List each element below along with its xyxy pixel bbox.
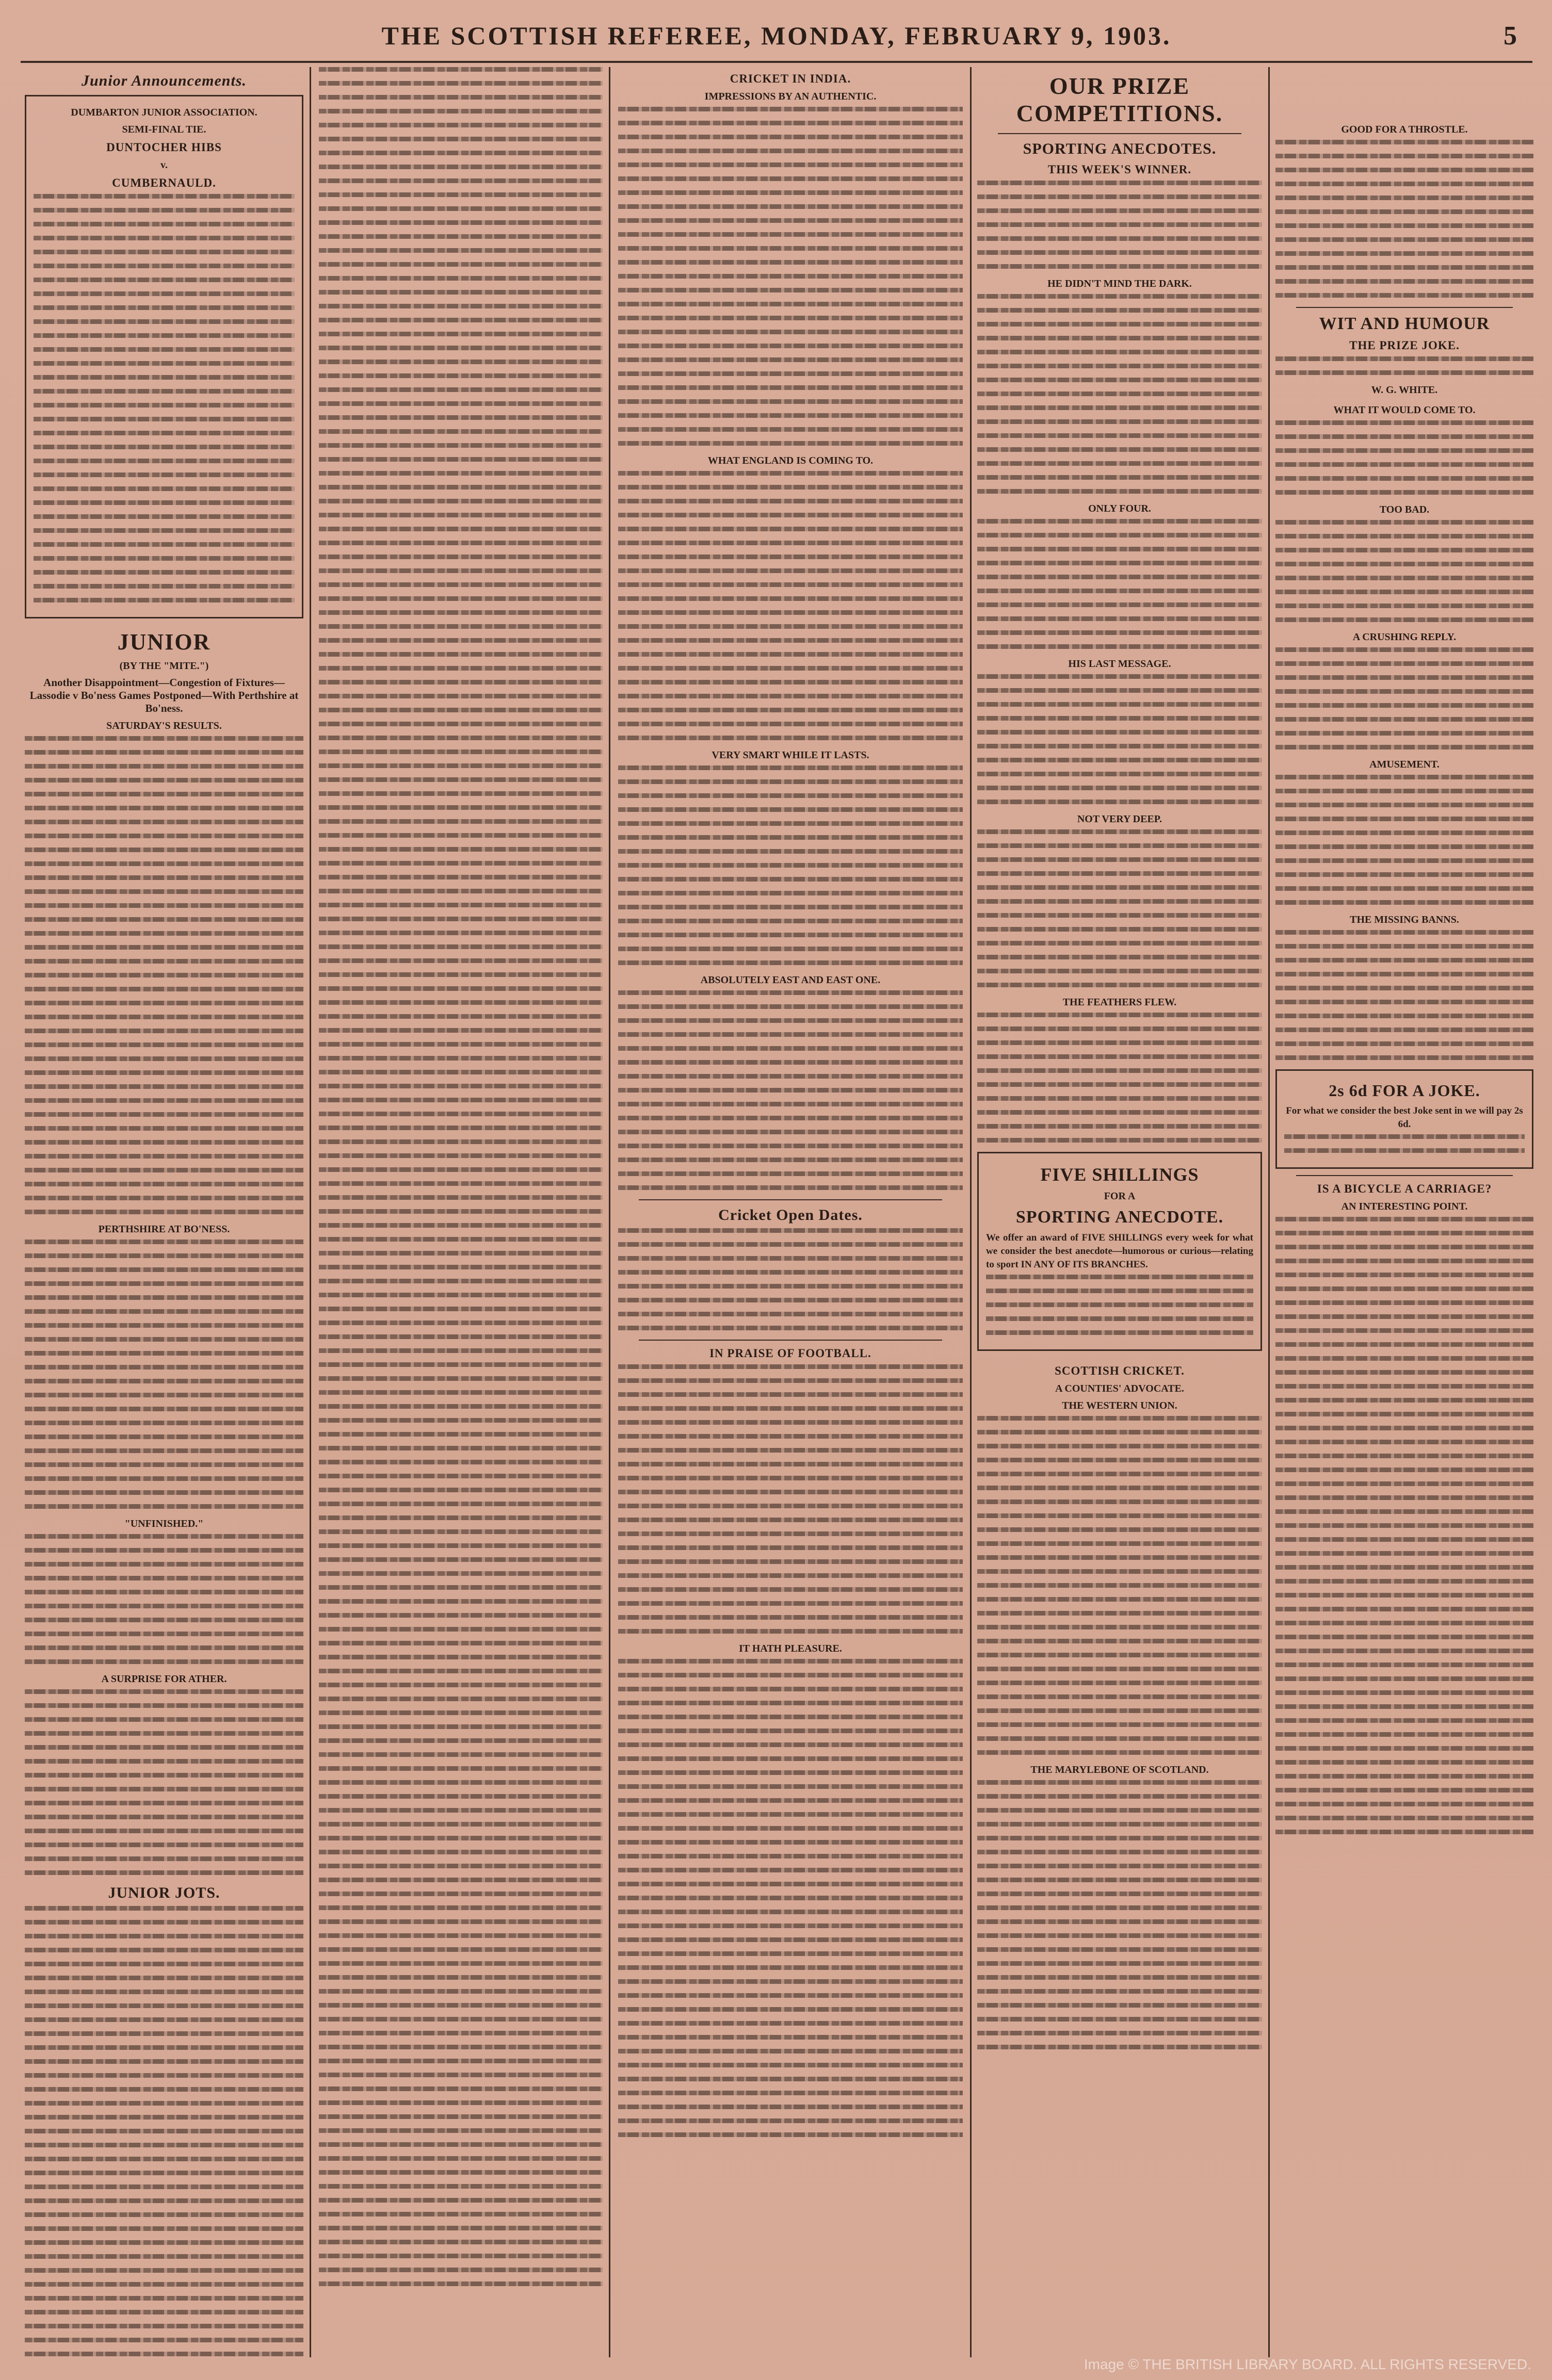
our-prize-heading: OUR PRIZE COMPETITIONS.: [1016, 73, 1223, 126]
crushing-reply-heading: A CRUSHING REPLY.: [1352, 631, 1457, 643]
unfinished-heading: "UNFINISHED.": [124, 1518, 204, 1529]
junior-subheading: Another Disappointment—Congestion of Fixtures—Lassodie v Bo'ness Games Postponed—With Perthshire at Bo'ness.: [29, 676, 299, 714]
column-rule: [1268, 67, 1270, 2357]
junior-jots-heading: JUNIOR JOTS.: [108, 1884, 220, 1901]
cricket-india-text: [618, 107, 963, 446]
his-last-text: [977, 674, 1262, 804]
sporting-anecdotes-heading: SPORTING ANECDOTES.: [1023, 140, 1217, 157]
junior-heading: JUNIOR: [117, 629, 211, 655]
scottish-cricket-heading: SCOTTISH CRICKET.: [1055, 1364, 1185, 1377]
five-shillings-text: [986, 1275, 1253, 1335]
duntocher-heading: DUNTOCHER HIBS: [106, 141, 222, 154]
his-last-heading: HIS LAST MESSAGE.: [1068, 658, 1171, 670]
two-and-six-heading: 2s 6d FOR A JOKE.: [1329, 1081, 1480, 1100]
page-number: 5: [1504, 21, 1517, 51]
perthshire-text: [25, 1240, 303, 1509]
junior-announcements-heading: Junior Announcements.: [82, 72, 247, 89]
saturdays-results-heading: SATURDAY'S RESULTS.: [106, 720, 222, 731]
what-it-would-heading: WHAT IT WOULD COME TO.: [1333, 404, 1476, 416]
he-didnt-text: [977, 294, 1262, 494]
in-praise-text: [618, 1364, 963, 1634]
section-divider: [639, 1340, 942, 1341]
cumbernauld-heading: CUMBERNAULD.: [112, 176, 216, 189]
column-5: [1275, 67, 1533, 2357]
winner-text: [977, 181, 1262, 269]
marylebone-text: [977, 1780, 1262, 2049]
copyright-watermark: Image © THE BRITISH LIBRARY BOARD. ALL RIGHTS RESERVED.: [1084, 2356, 1531, 2372]
joke-offer-text: [1284, 1134, 1525, 1153]
joke-offer-note: For what we consider the best Joke sent in we will pay 2s 6d.: [1286, 1105, 1523, 1130]
column-rule: [970, 67, 972, 2357]
by-the-mite-byline: (BY THE "MITE."): [119, 660, 209, 672]
western-union-heading: THE WESTERN UNION.: [1062, 1400, 1177, 1411]
crushing-reply-text: [1275, 647, 1533, 749]
five-shillings-heading: FIVE SHILLINGS: [1040, 1164, 1199, 1185]
prize-joke-text: [1275, 356, 1533, 375]
too-bad-heading: TOO BAD.: [1379, 504, 1430, 515]
east-and-east-text: [618, 990, 963, 1190]
counties-advocate-heading: A COUNTIES' ADVOCATE.: [1055, 1383, 1184, 1394]
versus-label: v.: [160, 159, 168, 171]
impressions-heading: IMPRESSIONS BY AN AUTHENTIC.: [704, 91, 877, 102]
throstle-heading: GOOD FOR A THROSTLE.: [1341, 124, 1468, 135]
missing-banns-heading: THE MISSING BANNS.: [1350, 914, 1459, 925]
wit-and-humour-heading: WIT AND HUMOUR: [1319, 314, 1490, 333]
marylebone-heading: THE MARYLEBONE OF SCOTLAND.: [1030, 1764, 1209, 1775]
not-very-deep-text: [977, 829, 1262, 987]
in-praise-heading: IN PRAISE OF FOOTBALL.: [709, 1347, 871, 1360]
announcement-text: [34, 194, 295, 602]
missing-banns-text: [1275, 930, 1533, 1060]
masthead-title: THE SCOTTISH REFEREE, MONDAY, FEBRUARY 9, 1903.: [381, 21, 1172, 50]
very-smart-text: [618, 765, 963, 965]
amusement-text: [1275, 775, 1533, 905]
junior-jots-text: [25, 1906, 303, 2357]
not-very-deep-heading: NOT VERY DEEP.: [1077, 813, 1162, 825]
feathers-heading: THE FEATHERS FLEW.: [1062, 997, 1177, 1008]
what-england-text: [618, 471, 963, 740]
column-rule: [609, 67, 610, 2357]
masthead-rule: [21, 61, 1532, 63]
bicycle-text: [1275, 1217, 1533, 1834]
masthead: [31, 21, 1522, 57]
section-divider: [998, 133, 1241, 134]
announcement-box: [25, 95, 303, 618]
cricket-open-dates-heading: Cricket Open Dates.: [718, 1207, 863, 1224]
dumbarton-heading: DUMBARTON JUNIOR ASSOCIATION.: [71, 107, 257, 118]
amusement-heading: AMUSEMENT.: [1369, 759, 1440, 770]
unfinished-text: [25, 1534, 303, 1664]
interesting-point-heading: AN INTERESTING POINT.: [1341, 1201, 1468, 1212]
east-and-east-heading: ABSOLUTELY EAST AND EAST ONE.: [700, 974, 881, 986]
only-four-heading: ONLY FOUR.: [1088, 503, 1151, 514]
column-rule: [310, 67, 311, 2357]
section-divider: [639, 1199, 942, 1200]
throstle-text: [1275, 140, 1533, 298]
column-1: [25, 67, 303, 2357]
five-shillings-box: [977, 1152, 1262, 1351]
it-hath-heading: IT HATH PLEASURE.: [739, 1643, 842, 1654]
it-hath-text: [618, 1659, 963, 2137]
column-2: [319, 67, 603, 2357]
only-four-text: [977, 519, 1262, 649]
he-didnt-heading: HE DIDN'T MIND THE DARK.: [1047, 278, 1192, 289]
surprise-text: [25, 1689, 303, 1875]
section-divider: [1296, 1175, 1513, 1176]
western-union-text: [977, 1416, 1262, 1755]
bicycle-heading: IS A BICYCLE A CARRIAGE?: [1317, 1182, 1492, 1195]
column-4: [977, 67, 1262, 2357]
joke-author: W. G. WHITE.: [1371, 384, 1438, 396]
cricket-india-heading: CRICKET IN INDIA.: [730, 72, 851, 85]
very-smart-heading: VERY SMART WHILE IT LASTS.: [712, 749, 869, 761]
what-england-heading: WHAT ENGLAND IS COMING TO.: [707, 455, 874, 466]
cricket-open-dates-text: [618, 1228, 963, 1330]
joke-offer-box: [1275, 1069, 1533, 1169]
feathers-text: [977, 1013, 1262, 1143]
column-3: [618, 67, 963, 2357]
section-divider: [1296, 307, 1513, 308]
for-a-label: FOR A: [1104, 1191, 1136, 1202]
football-report-text: [319, 67, 603, 2286]
results-text: [25, 736, 303, 1214]
too-bad-text: [1275, 520, 1533, 622]
prize-joke-heading: THE PRIZE JOKE.: [1349, 339, 1460, 352]
perthshire-heading: PERTHSHIRE AT BO'NESS.: [98, 1224, 230, 1235]
sporting-anecdote-heading: SPORTING ANECDOTE.: [1015, 1208, 1224, 1227]
five-shillings-body: We offer an award of FIVE SHILLINGS every week for what we consider the best anecdote—humorous or curious—relating to sport IN ANY OF ITS BRANCHES.: [986, 1232, 1253, 1270]
surprise-heading: A SURPRISE FOR ATHER.: [101, 1673, 227, 1685]
what-it-would-text: [1275, 420, 1533, 495]
semifinal-heading: SEMI-FINAL TIE.: [122, 124, 206, 135]
this-weeks-winner-heading: THIS WEEK'S WINNER.: [1047, 163, 1192, 176]
